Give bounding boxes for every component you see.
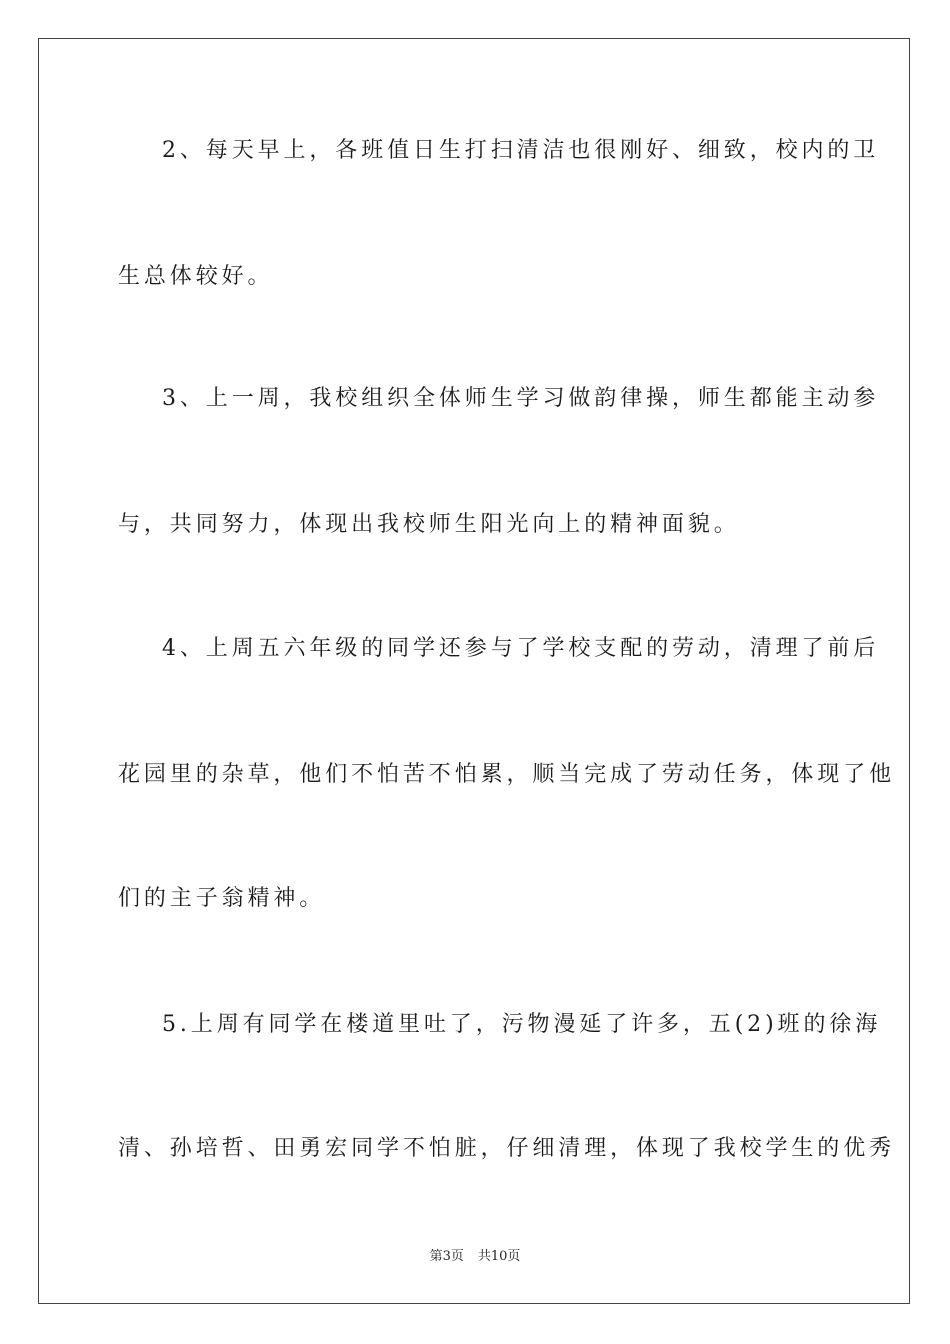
- paragraph-4-line-2: 花园里的杂草，他们不怕苦不怕累，顺当完成了劳动任务，体现了他: [118, 762, 896, 787]
- paragraph-5-line-1: 5.上周有同学在楼道里吐了，污物漫延了许多，五(2)班的徐海: [162, 1012, 882, 1037]
- paragraph-4-line-3: 们的主子翁精神。: [118, 886, 326, 911]
- paragraph-5-line-2: 清、孙培哲、田勇宏同学不怕脏，仔细清理，体现了我校学生的优秀: [118, 1136, 896, 1161]
- paragraph-3-line-1: 3、上一周，我校组织全体师生学习做韵律操，师生都能主动参: [162, 386, 880, 411]
- page-total: 共10页: [477, 1249, 521, 1264]
- paragraph-3-line-2: 与，共同努力，体现出我校师生阳光向上的精神面貌。: [118, 512, 740, 537]
- page-footer: [0, 1248, 950, 1266]
- page-border: [38, 38, 910, 1304]
- page-number: 第3页: [429, 1249, 464, 1264]
- paragraph-2-line-2: 生总体较好。: [118, 264, 274, 289]
- paragraph-4-line-1: 4、上周五六年级的同学还参与了学校支配的劳动，清理了前后: [162, 636, 880, 661]
- paragraph-2-line-1: 2、每天早上，各班值日生打扫清洁也很刚好、细致，校内的卫: [162, 138, 880, 163]
